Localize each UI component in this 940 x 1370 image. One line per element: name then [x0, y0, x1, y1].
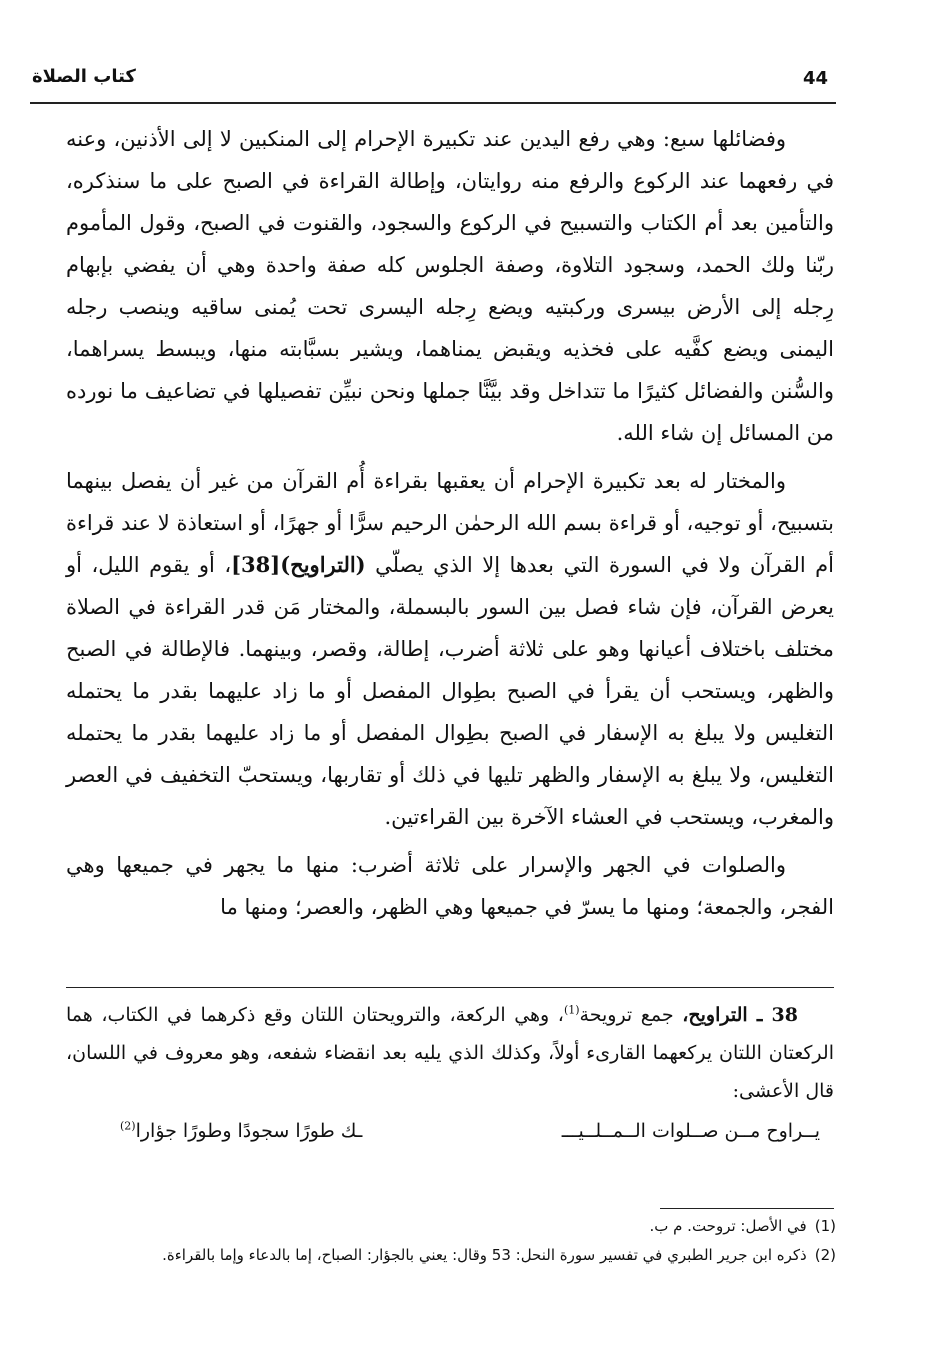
- footnote-ref-1: (1): [563, 1003, 580, 1017]
- footnote-divider: [660, 1208, 834, 1209]
- commentary-entry-head: 38 ـ التراويح،: [682, 1004, 798, 1026]
- poetry-verse: [120, 1120, 820, 1160]
- footnotes: [80, 1212, 836, 1270]
- commentary-text-after-ref: ، وهي الركعة، والترويحتان اللتان وقع ذكرهما في الكتاب، هما الركعتان اللتان يركعهما القارىء أولاً، وكذلك الذي يليه بعد انقضاء شفعه، وهو معروف في اللسان، قال الأعشى:: [66, 1004, 834, 1102]
- running-title: كتاب الصلاة: [32, 66, 136, 87]
- footnote-ref-2: (2): [120, 1119, 136, 1133]
- paragraph-recitation-rest: ، أو يقوم الليل، أو يعرض القرآن، فإن شاء فصل بين السور بالبسملة، والمختار مَن قدر القراءة في الصلاة مختلف باختلاف أعيانها وهو على ثلاثة أضرب، إطالة، وقصر، وبينهما. فالإطالة في الصبح والظهر، ويستحب أن يقرأ في الصبح بطِوال المفصل أو ما زاد عليهما بقدر ما يحتمله التغليس ولا يبلغ به الإسفار في الصبح بطِوال المفصل أو ما زاد عليهما بقدر ما يحتمله التغليس، ولا يبلغ به الإسفار والظهر تليها في ذلك أو تقاربها، ويستحبّ التخفيف في العصر والمغرب، ويستحب في العشاء الآخرة بين القراءتين.: [66, 553, 834, 829]
- page-number: 44: [802, 68, 828, 89]
- verse-second-hemistich: [120, 1120, 362, 1142]
- footnote-1-number: (1): [814, 1217, 836, 1235]
- page-header: [30, 62, 830, 102]
- paragraph-loud-silent: والصلوات في الجهر والإسرار على ثلاثة أضرب: منها ما يجهر في جميعها وهي الفجر، والجمعة؛ ومنها ما يسرّ في جميعها وهي الظهر، والعصر؛ ومنها ما: [66, 853, 834, 919]
- footnote-2: [80, 1241, 836, 1270]
- commentary-text-before-ref: جمع ترويحة: [579, 1004, 683, 1026]
- commentary: [66, 996, 834, 1110]
- paragraph-recitation-start: والمختار له بعد تكبيرة الإحرام أن يعقبها بقراءة أُم القرآن من غير أن يفصل بينهما بتسبيح، أو توجيه، أو قراءة بسم الله الرحمٰن الرحيم سرًّا أو جهرًا، أو استعاذة لا عند قراءة أم القرآن ولا في السورة التي بعدها إلا الذي يصلّي: [66, 469, 834, 577]
- header-rule: [30, 102, 836, 104]
- paragraph-virtues: وفضائلها سبع: وهي رفع اليدين عند تكبيرة الإحرام إلى المنكبين لا إلى الأذنين، وعنه في رفعهما عند الركوع والرفع منه روايتان، وإطالة القراءة في الصبح على ما سنذكره، والتأمين بعد أم الكتاب والتسبيح في الركوع والسجود، والقنوت في الصبح، وقول المأموم ربّنا ولك الحمد، وسجود التلاوة، وصفة الجلوس كله صفة واحدة وهي أن يفضي بإبهام رِجله إلى الأرض بيسرى وركبتيه ويضع رِجله اليسرى تحت يُمنى ساقيه وينصب رجله اليمنى ويضع كفَّيه على فخذيه ويقبض يمناهما، ويشير بسبَّابته منها، ويبسط يسراهما، والسُّنن والفضائل كثيرًا ما تتداخل وقد بيَّنَّا جملها ونحن نبيِّن تفصيلها في تضاعيف ما نورده من المسائل إن شاء الله.: [66, 127, 834, 445]
- footnote-1: [80, 1212, 836, 1241]
- footnote-1-text: في الأصل: تروحت. م ب.: [649, 1217, 807, 1235]
- verse-first-hemistich: يــراوح مــن صــلوات الــمــلــيـــ: [561, 1120, 820, 1142]
- footnote-2-text: ذكره ابن جرير الطبري في تفسير سورة النحل: 53 وقال: يعني بالجؤار: الصباح، إما بالدعاء وإما بالقراءة.: [162, 1246, 807, 1264]
- verse-second-hemistich-text: ـك طورًا سجودًا وطورًا جؤارا: [135, 1120, 363, 1142]
- note-reference-taraweeh: (التراويح)[38]: [231, 552, 366, 577]
- footnote-2-number: (2): [814, 1246, 836, 1264]
- commentary-entry: [66, 996, 834, 1110]
- paragraph-recitation: [66, 460, 834, 838]
- main-text: [66, 118, 834, 928]
- main-text-divider: [66, 987, 834, 988]
